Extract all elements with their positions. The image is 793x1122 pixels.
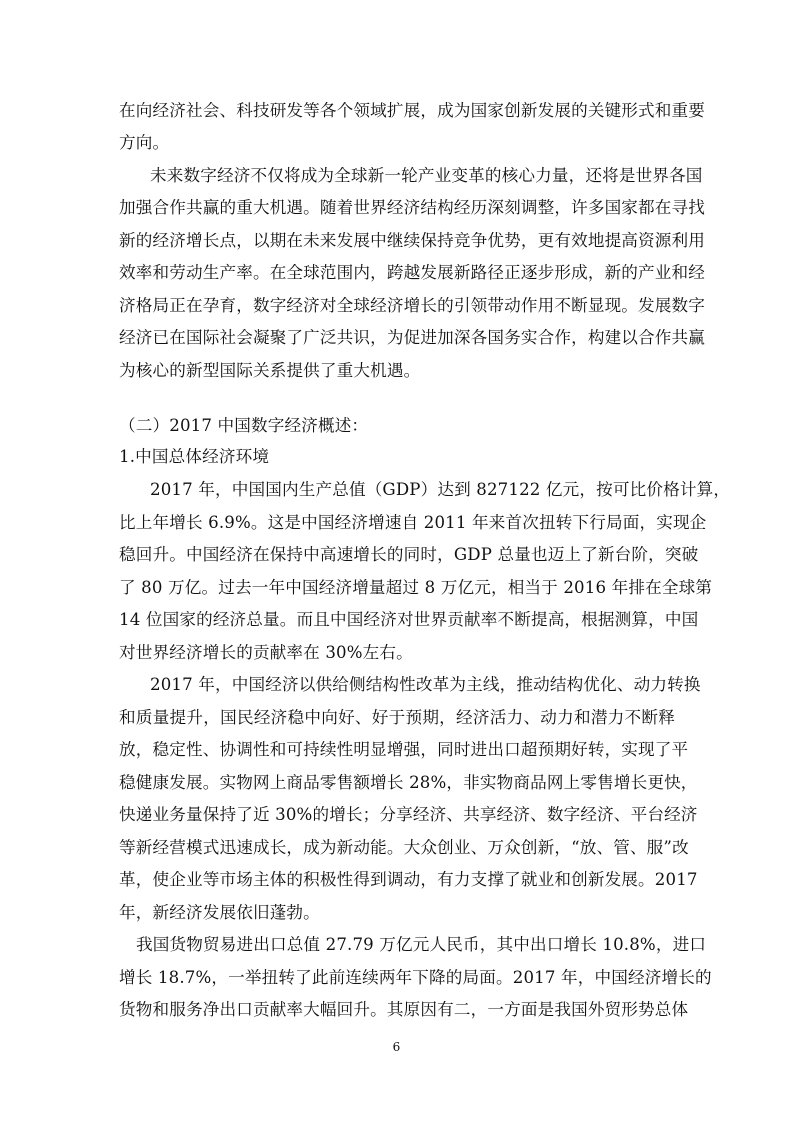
body-text-line: 在向经济社会、科技研发等各个领域扩展，成为国家创新发展的关键形式和重要 [119, 101, 706, 120]
body-text-line: 稳健康发展。实物网上商品零售额增长 28%，非实物商品网上零售增长更快， [119, 773, 698, 792]
body-text-line: 经济已在国际社会凝聚了广泛共识，为促进加深各国务实合作，构建以合作共赢 [119, 328, 706, 347]
body-text-line: 增长 18.7%，一举扭转了此前连续两年下降的局面。2017 年，中国经济增长的 [119, 968, 712, 987]
body-text-line: 方向。 [119, 133, 170, 152]
body-text-line: 年，新经济发展依旧蓬勃。 [119, 903, 320, 922]
subsection-heading: 1.中国总体经济环境 [119, 447, 270, 466]
body-text-line: 2017 年，中国经济以供给侧结构性改革为主线，推动结构优化、动力转换 [150, 675, 701, 694]
body-text-line: 我国货物贸易进出口总值 27.79 万亿元人民币，其中出口增长 10.8%，进口 [136, 935, 707, 954]
body-text-line: 等新经营模式迅速成长，成为新动能。大众创业、万众创新，“放、管、服”改 [119, 838, 689, 857]
body-text-line: 济格局正在孕育，数字经济对全球经济增长的引领带动作用不断显现。发展数字 [119, 296, 706, 315]
body-text-line: 放，稳定性、协调性和可持续性明显增强，同时进出口超预期好转，实现了平 [119, 740, 689, 759]
body-text-line: 对世界经济增长的贡献率在 30%左右。 [119, 643, 413, 662]
section-heading: （二）2017 中国数字经济概述： [119, 416, 369, 435]
body-text-line: 了 80 万亿。过去一年中国经济增量超过 8 万亿元，相当于 2016 年排在全球第 [119, 578, 713, 597]
body-text-line: 加强合作共赢的重大机遇。随着世界经济结构经历深刻调整，许多国家都在寻找 [119, 198, 706, 217]
body-text-line: 2017 年，中国国内生产总值（GDP）达到 827122 亿元，按可比价格计算， [150, 480, 731, 499]
body-text-line: 稳回升。中国经济在保持中高速增长的同时，GDP 总量也迈上了新台阶，突破 [119, 545, 699, 564]
body-text-line: 14 位国家的经济总量。而且中国经济对世界贡献率不断提高，根据测算，中国 [119, 610, 699, 629]
body-text-line: 快递业务量保持了近 30%的增长；分享经济、共享经济、数字经济、平台经济 [119, 805, 698, 824]
body-text-line: 为核心的新型国际关系提供了重大机遇。 [119, 361, 421, 380]
body-text-line: 效率和劳动生产率。在全球范围内，跨越发展新路径正逐步形成，新的产业和经 [119, 263, 706, 282]
body-text-line: 和质量提升，国民经济稳中向好、好于预期，经济活力、动力和潜力不断释 [119, 708, 675, 727]
body-text-line: 新的经济增长点，以期在未来发展中继续保持竞争优势，更有效地提高资源利用 [119, 231, 706, 250]
body-text-line: 比上年增长 6.9%。这是中国经济增速自 2011 年来首次扭转下行局面，实现企 [119, 513, 707, 532]
body-text-line: 革，使企业等市场主体的积极性得到调动，有力支撑了就业和创新发展。2017 [119, 870, 698, 889]
body-text-line: 未来数字经济不仅将成为全球新一轮产业变革的核心力量，还将是世界各国 [150, 166, 703, 185]
page-number: 6 [392, 1040, 401, 1054]
body-text-line: 货物和服务净出口贡献率大幅回升。其原因有二，一方面是我国外贸形势总体 [119, 1000, 689, 1019]
